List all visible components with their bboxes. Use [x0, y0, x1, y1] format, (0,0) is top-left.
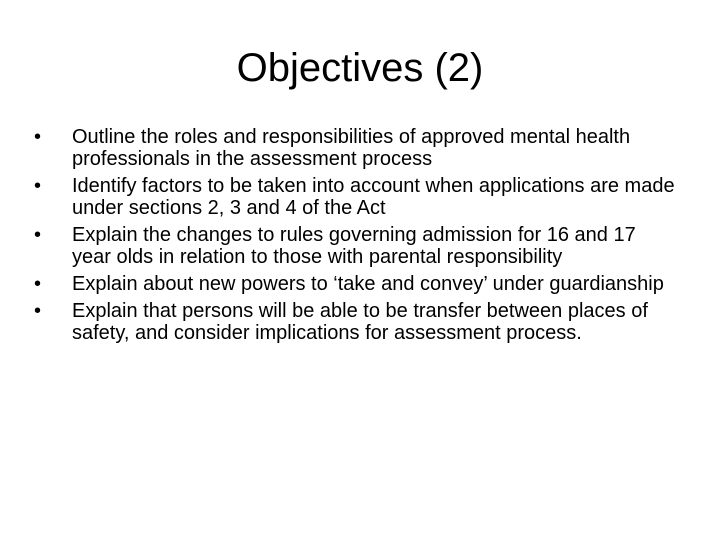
bullet-icon: •: [34, 126, 42, 148]
bullet-icon: •: [34, 175, 42, 197]
slide-title: Objectives (2): [236, 46, 484, 90]
bullet-text: Identify factors to be taken into account when applications are made under sections 2, 3 and 4 of the Act: [72, 175, 675, 219]
bullet-icon: •: [34, 224, 42, 246]
bullet-text: Outline the roles and responsibilities of approved mental health professionals in the assessment process: [72, 126, 631, 170]
list-item: [30, 273, 680, 295]
bullet-text: Explain about new powers to ‘take and convey’ under guardianship: [72, 273, 664, 295]
list-item: [30, 300, 680, 344]
bullet-icon: •: [34, 300, 42, 322]
list-item: [30, 126, 680, 170]
bullet-text: Explain the changes to rules governing admission for 16 and 17 year olds in relation to those with parental responsibility: [72, 224, 636, 268]
bullet-text: Explain that persons will be able to be transfer between places of safety, and consider implications for assessment process.: [72, 300, 648, 344]
bullet-icon: •: [34, 273, 42, 295]
list-item: [30, 175, 680, 219]
list-item: [30, 224, 680, 268]
objectives-list: [30, 126, 680, 349]
